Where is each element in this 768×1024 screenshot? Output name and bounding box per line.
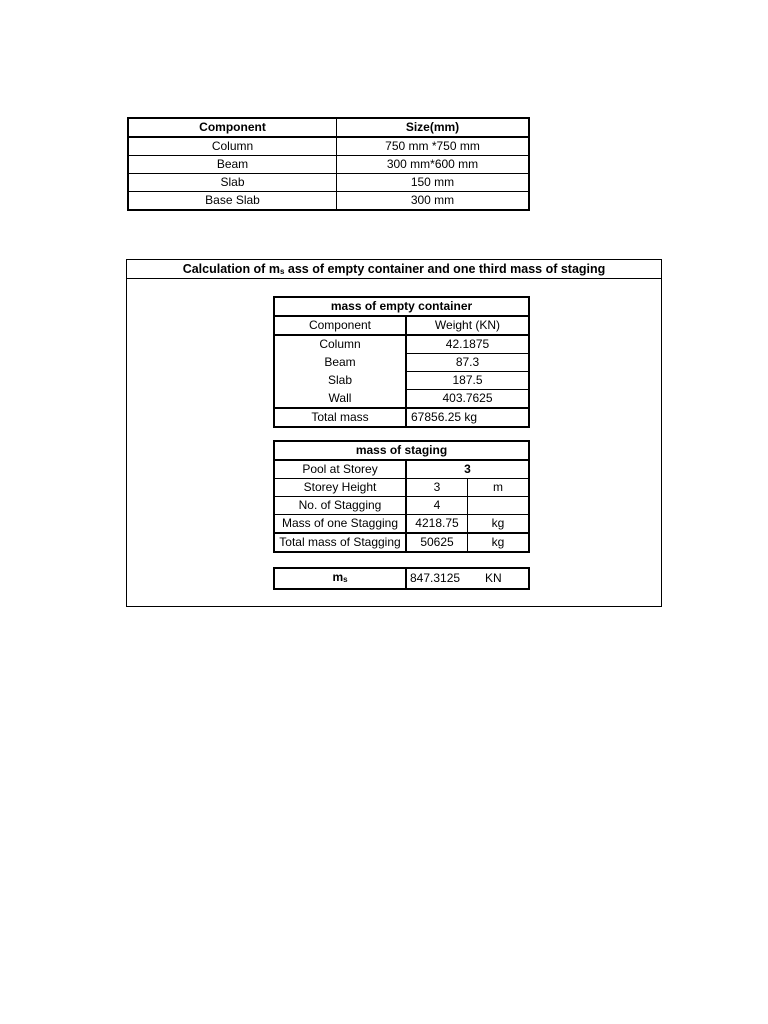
component-cell: Wall [328, 390, 352, 405]
staging-unit: kg [468, 515, 530, 534]
staging-value: 4218.75 [406, 515, 468, 534]
total-value: 67856.25 kg [406, 408, 529, 427]
ms-value: 847.3125 [406, 568, 485, 589]
table-row [274, 390, 529, 409]
table-title-row [274, 297, 529, 316]
title-subscript: s [279, 267, 285, 276]
staging-value: 3 [406, 479, 468, 497]
total-row [274, 408, 529, 427]
column-header-component: Component [128, 118, 337, 137]
table-row [274, 497, 529, 515]
staging-label: Total mass of Stagging [274, 533, 406, 552]
component-cell: Beam [128, 156, 337, 174]
title-text-end: ass of empty container and one third mass of staging [284, 262, 606, 276]
component-cell: Column [128, 137, 337, 156]
ms-label-main: m [332, 570, 344, 584]
empty-container-table [273, 296, 530, 428]
staging-label: Mass of one Stagging [274, 515, 406, 534]
total-label: Total mass [274, 408, 406, 427]
size-cell: 150 mm [337, 174, 530, 192]
ms-result-table [273, 567, 530, 590]
table-header-row [128, 118, 529, 137]
staging-unit: kg [468, 533, 530, 552]
table-row [274, 515, 529, 534]
staging-title: mass of staging [274, 441, 529, 460]
size-cell: 300 mm*600 mm [337, 156, 530, 174]
pool-label: Pool at Storey [274, 460, 406, 479]
table-row [274, 460, 529, 479]
staging-table [273, 440, 530, 553]
column-header-component: Component [274, 316, 406, 335]
title-text-start: Calculation of m [182, 262, 280, 276]
staging-label: No. of Stagging [274, 497, 406, 515]
table-row [274, 335, 529, 354]
component-cell: Beam [324, 355, 356, 369]
table-row [128, 174, 529, 192]
table-header-row [274, 316, 529, 335]
table-row [274, 568, 529, 589]
size-cell: 750 mm *750 mm [337, 137, 530, 156]
empty-container-title: mass of empty container [274, 297, 529, 316]
staging-label: Storey Height [274, 479, 406, 497]
table-row [128, 137, 529, 156]
ms-label [274, 568, 406, 589]
staging-value: 50625 [406, 533, 468, 552]
component-cell: Base Slab [128, 192, 337, 211]
weight-cell: 42.1875 [406, 335, 529, 354]
pool-value: 3 [406, 460, 529, 479]
staging-value: 4 [406, 497, 468, 515]
calculation-box [126, 259, 662, 607]
weight-cell: 87.3 [406, 354, 529, 372]
table-title-row [274, 441, 529, 460]
component-size-table [127, 117, 530, 211]
component-cell: Slab [128, 174, 337, 192]
ms-label-subscript: s [343, 575, 348, 584]
component-cell: Slab [327, 373, 353, 387]
table-row [274, 354, 529, 372]
staging-unit [468, 497, 530, 515]
column-header-weight: Weight (KN) [406, 316, 529, 335]
weight-cell: 187.5 [406, 372, 529, 390]
component-cell: Column [319, 337, 361, 352]
calculation-title [127, 260, 661, 279]
table-row [274, 479, 529, 497]
weight-cell: 403.7625 [406, 390, 529, 409]
ms-unit: KN [485, 571, 502, 585]
table-row [128, 156, 529, 174]
size-cell: 300 mm [337, 192, 530, 211]
table-row [128, 192, 529, 211]
table-row [274, 533, 529, 552]
table-row [274, 372, 529, 390]
staging-unit: m [468, 479, 530, 497]
column-header-size: Size(mm) [337, 118, 530, 137]
